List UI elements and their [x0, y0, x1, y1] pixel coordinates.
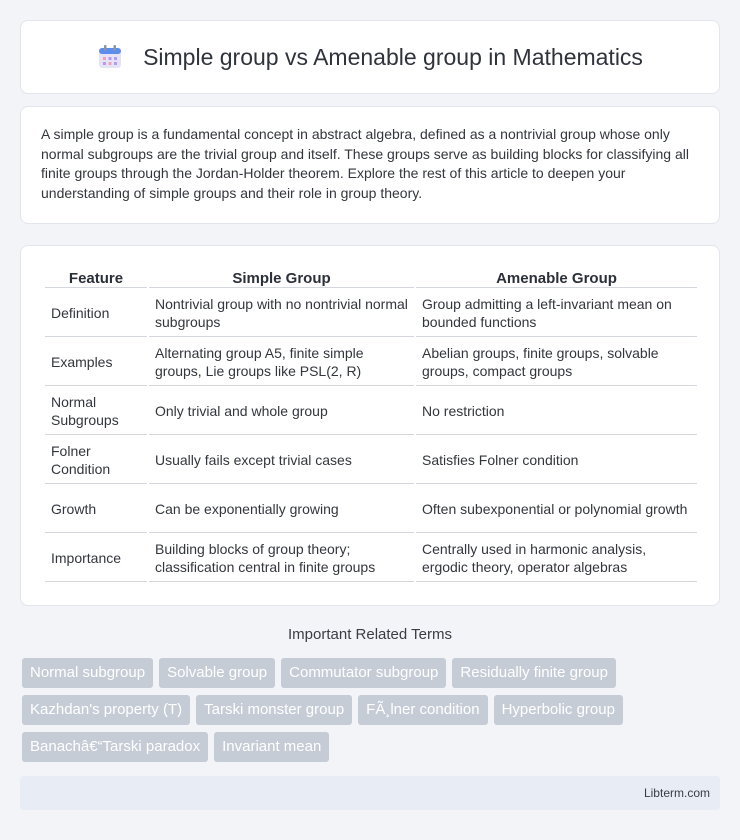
simple-group-cell: Building blocks of group theory; classification central in finite groups [149, 535, 414, 582]
intro-card [20, 106, 720, 224]
related-term-tag[interactable]: FÃ¸lner condition [358, 695, 487, 725]
related-term-tag[interactable]: Residually finite group [452, 658, 616, 688]
column-header-amenable-group: Amenable Group [416, 266, 697, 288]
footer-site-link[interactable]: Libterm.com [643, 786, 710, 800]
feature-cell: Growth [45, 486, 147, 533]
title-card [20, 20, 720, 94]
feature-cell: Examples [45, 339, 147, 386]
feature-cell: Definition [45, 290, 147, 337]
intro-paragraph: A simple group is a fundamental concept in abstract algebra, defined as a nontrivial group whose only normal subgroups are the trivial group and itself. These groups serve as building blocks for classifying all finite groups through the Jordan-Holder theorem. Explore the rest of this article to deepen your understanding of simple groups and their role in group theory. [41, 126, 689, 201]
table-row [45, 339, 697, 386]
comparison-table [43, 264, 699, 584]
related-term-tag[interactable]: Tarski monster group [196, 695, 352, 725]
related-term-tag[interactable]: Commutator subgroup [281, 658, 446, 688]
comparison-card [20, 245, 720, 606]
amenable-group-cell: Centrally used in harmonic analysis, ergodic theory, operator algebras [416, 535, 697, 582]
feature-cell: Importance [45, 535, 147, 582]
simple-group-cell: Usually fails except trivial cases [149, 437, 414, 484]
table-row [45, 437, 697, 484]
related-term-tag[interactable]: Hyperbolic group [494, 695, 623, 725]
related-terms-heading: Important Related Terms [288, 626, 452, 643]
simple-group-cell: Alternating group A5, finite simple groups, Lie groups like PSL(2, R) [149, 339, 414, 386]
amenable-group-cell: Often subexponential or polynomial growth [416, 486, 697, 533]
table-row [45, 388, 697, 435]
simple-group-cell: Only trivial and whole group [149, 388, 414, 435]
table-row [45, 535, 697, 582]
table-header-row [45, 266, 697, 288]
column-header-feature: Feature [45, 266, 147, 288]
related-terms-list [22, 658, 722, 769]
column-header-simple-group: Simple Group [149, 266, 414, 288]
amenable-group-cell: No restriction [416, 388, 697, 435]
table-row [45, 290, 697, 337]
related-term-tag[interactable]: Banachâ€“Tarski paradox [22, 732, 208, 762]
related-term-tag[interactable]: Kazhdan's property (T) [22, 695, 190, 725]
related-term-tag[interactable]: Solvable group [159, 658, 275, 688]
related-term-tag[interactable]: Invariant mean [214, 732, 329, 762]
feature-cell: Normal Subgroups [45, 388, 147, 435]
table-row [45, 486, 697, 533]
amenable-group-cell: Abelian groups, finite groups, solvable groups, compact groups [416, 339, 697, 386]
related-term-tag[interactable]: Normal subgroup [22, 658, 153, 688]
page-title: Simple group vs Amenable group in Mathematics [143, 43, 643, 70]
calendar-icon [97, 44, 123, 70]
amenable-group-cell: Satisfies Folner condition [416, 437, 697, 484]
simple-group-cell: Nontrivial group with no nontrivial normal subgroups [149, 290, 414, 337]
feature-cell: Folner Condition [45, 437, 147, 484]
amenable-group-cell: Group admitting a left-invariant mean on bounded functions [416, 290, 697, 337]
footer [20, 776, 720, 810]
simple-group-cell: Can be exponentially growing [149, 486, 414, 533]
